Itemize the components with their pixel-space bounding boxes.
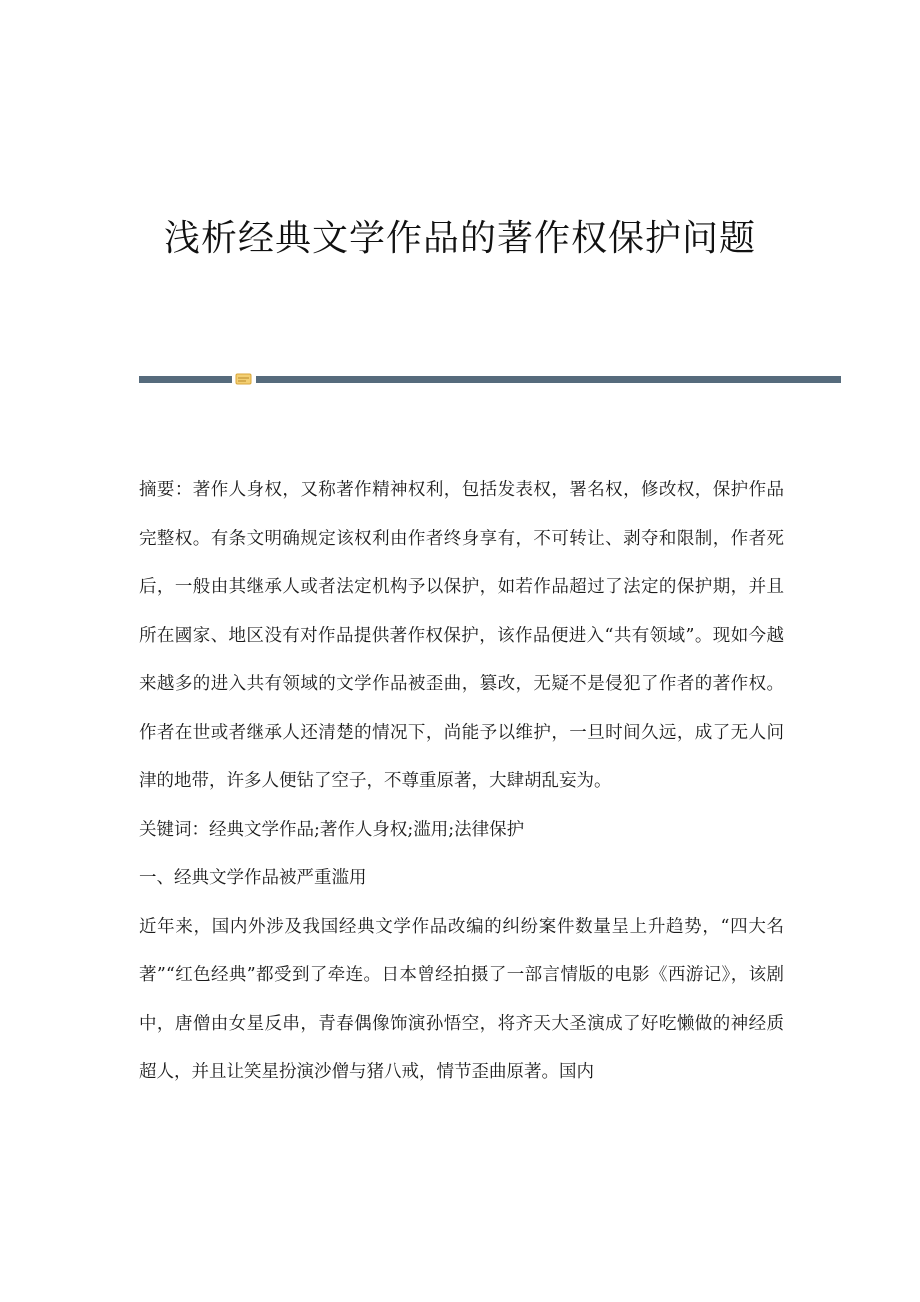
title-divider — [139, 372, 841, 388]
divider-bar-right — [256, 376, 841, 383]
divider-bar-left — [139, 376, 232, 383]
pencil-icon — [235, 372, 252, 386]
body-paragraph: 近年来，国内外涉及我国经典文学作品改编的纠纷案件数量呈上升趋势，“四大名著”“红色经典”都受到了牵连。日本曾经拍摄了一部言情版的电影《西游记》，该剧中，唐僧由女星反串，青春偶像饰演孙悟空，将齐天大圣演成了好吃懒做的神经质超人，并且让笑星扮演沙僧与猪八戒，情节歪曲原著。国内 — [139, 916, 784, 1082]
document-body — [139, 466, 784, 1097]
keywords-paragraph: 关键词：经典文学作品;著作人身权;滥用;法律保护 — [139, 819, 525, 840]
page-title: 浅析经典文学作品的著作权保护问题 — [163, 218, 756, 259]
abstract-paragraph: 摘要：著作人身权，又称著作精神权利，包括发表权，署名权，修改权，保护作品完整权。有条文明确规定该权利由作者终身享有，不可转让、剥夺和限制，作者死后，一般由其继承人或者法定机构予以保护，如若作品超过了法定的保护期，并且所在國家、地区没有对作品提供著作权保护，该作品便进入“共有领域”。现如今越来越多的进入共有领域的文学作品被歪曲，篡改，无疑不是侵犯了作者的著作权。作者在世或者继承人还清楚的情况下，尚能予以维护，一旦时间久远，成了无人问津的地带，许多人便钻了空子，不尊重原著，大肆胡乱妄为。 — [139, 480, 784, 791]
section-heading: 一、经典文学作品被严重滥用 — [139, 868, 367, 888]
